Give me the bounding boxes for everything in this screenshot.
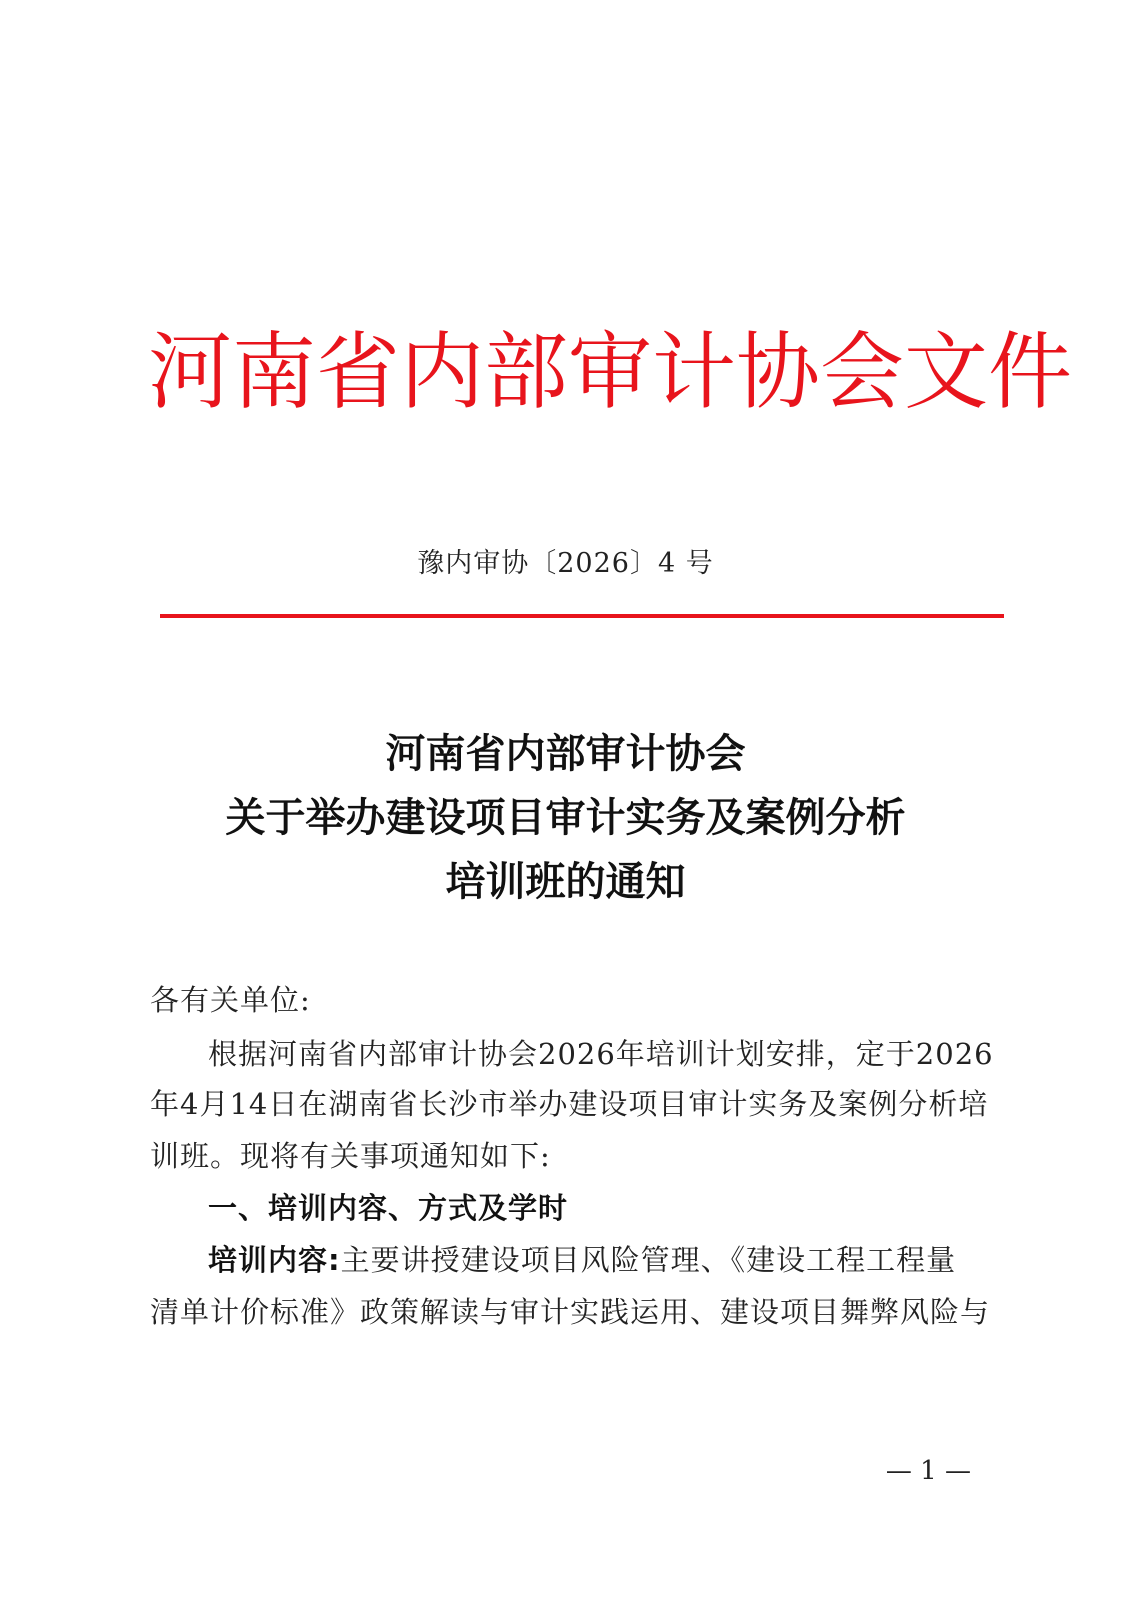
document-number: 豫内审协〔2026〕4 号: [417, 548, 714, 579]
paragraph-1-line-3: 训班。现将有关事项通知如下:: [150, 1139, 551, 1173]
title-line-2: 关于举办建设项目审计实务及案例分析: [225, 794, 906, 841]
training-content-text: 主要讲授建设项目风险管理、《建设工程工程量: [340, 1243, 957, 1277]
salutation: 各有关单位:: [150, 983, 311, 1017]
page-number: — 1 —: [885, 1456, 971, 1486]
red-divider-line: [160, 614, 1004, 618]
training-content-label: 培训内容:: [208, 1243, 341, 1277]
training-content-line-1: [208, 1238, 988, 1282]
issuing-authority-header: 河南省内部审计协会文件: [148, 323, 1073, 421]
paragraph-1-line-1: 根据河南省内部审计协会2026年培训计划安排，定于2026: [208, 1037, 994, 1071]
document-title: [0, 722, 1131, 914]
title-line-3: 培训班的通知: [445, 858, 686, 905]
section-1-heading: 一、培训内容、方式及学时: [208, 1191, 569, 1225]
training-content-line-2: 清单计价标准》政策解读与审计实践运用、建设项目舞弊风险与: [150, 1295, 991, 1329]
paragraph-1-line-2: 年4月14日在湖南省长沙市举办建设项目审计实务及案例分析培: [150, 1087, 989, 1121]
title-line-1: 河南省内部审计协会: [385, 730, 746, 777]
